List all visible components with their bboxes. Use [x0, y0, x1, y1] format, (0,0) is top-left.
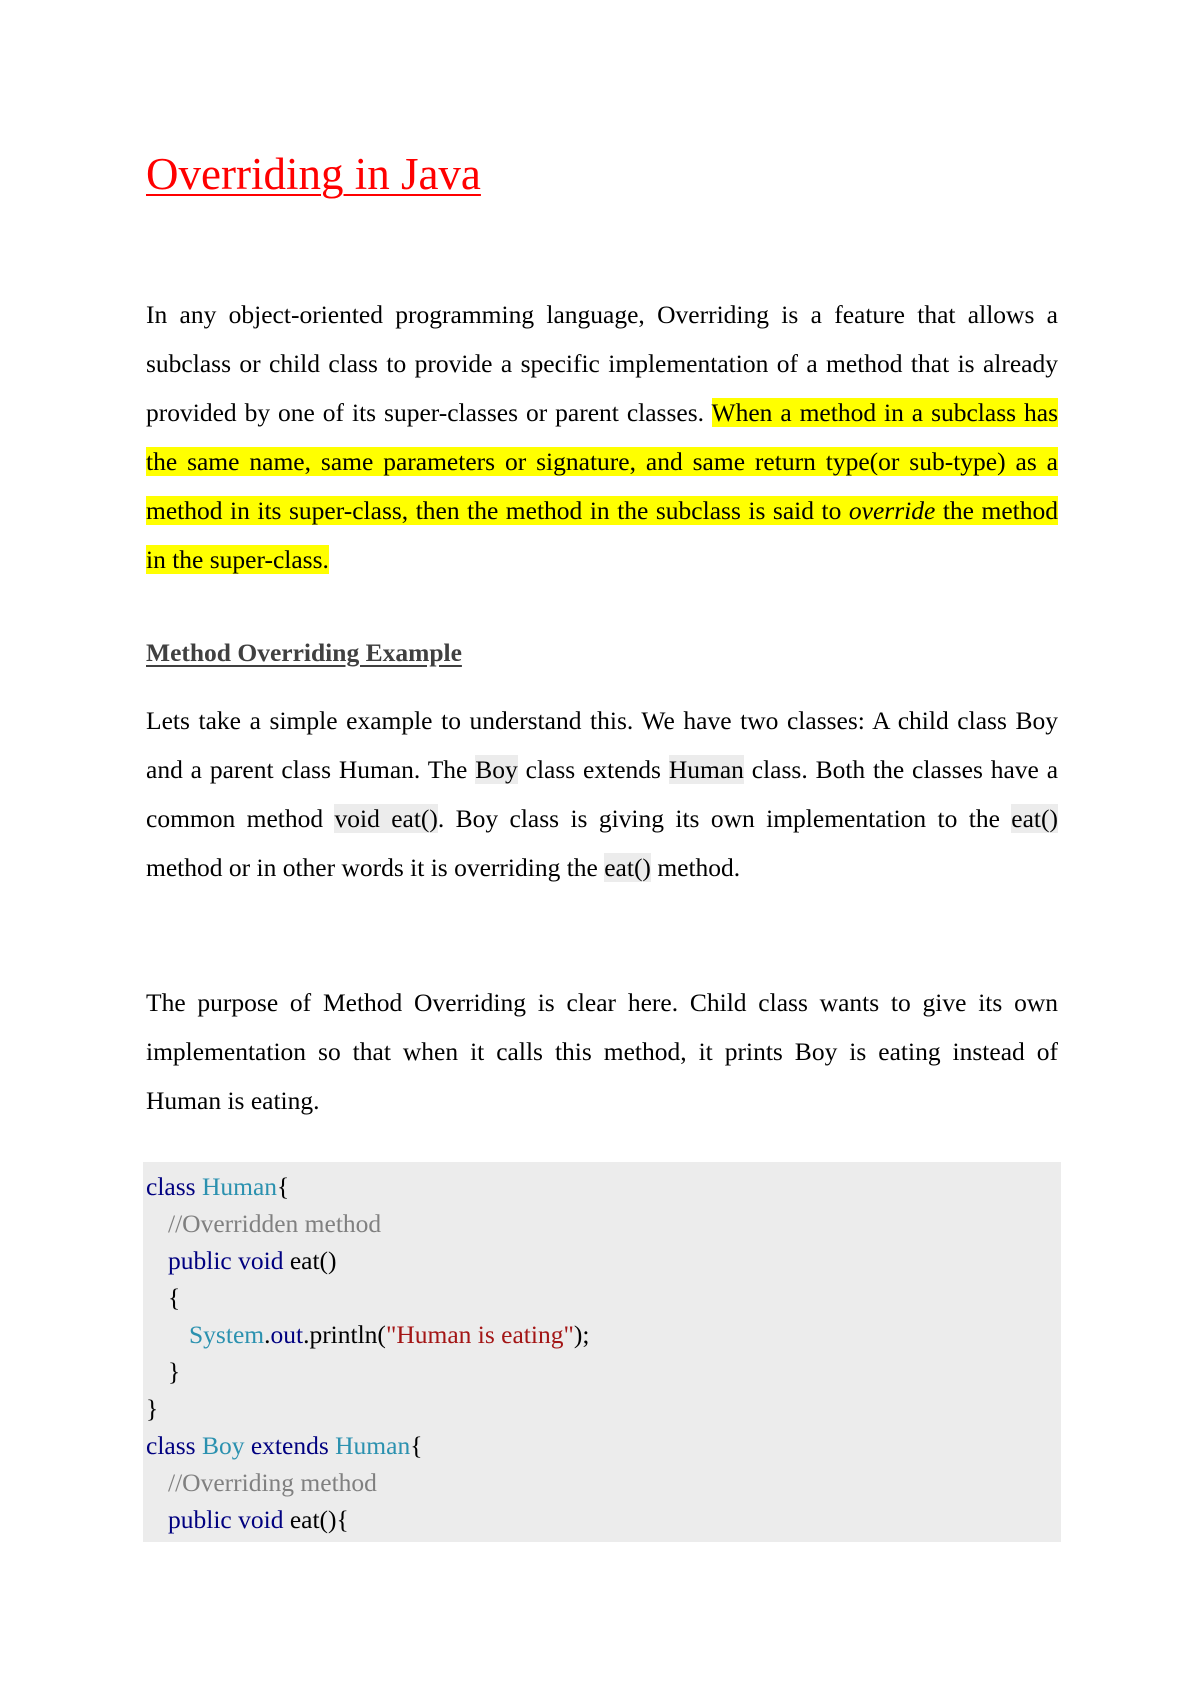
- code-brace: {: [410, 1431, 423, 1460]
- code-class-name: System: [189, 1320, 265, 1349]
- code-line-9: [168, 1468, 377, 1498]
- code-line-10: [168, 1505, 349, 1535]
- example-text-6: method.: [657, 853, 741, 882]
- code-block: [143, 1162, 1061, 1542]
- code-line-8: [146, 1431, 422, 1461]
- code-end: );: [573, 1320, 590, 1349]
- code-line-4: [168, 1283, 180, 1313]
- inline-code-boy: Boy: [475, 755, 518, 784]
- code-line-1: [146, 1172, 289, 1202]
- code-comment: //Overridden method: [168, 1209, 382, 1238]
- inline-code-human: Human: [668, 755, 744, 784]
- example-text-3: class. Both the classes have a common method: [146, 755, 1059, 833]
- example-text-2: class extends: [525, 755, 661, 784]
- purpose-paragraph: The purpose of Method Overriding is clear here. Child class wants to give its own implementation so that when it calls this method, it prints Boy is eating instead of Human is eating.: [146, 988, 1058, 1115]
- inline-code-eat-2: eat(): [604, 853, 651, 882]
- inline-code-eat-1: eat(): [1011, 804, 1059, 833]
- code-method: eat(){: [289, 1505, 349, 1534]
- code-brace: }: [146, 1394, 159, 1423]
- code-comment: //Overriding method: [168, 1468, 377, 1497]
- example-text-5: method or in other words it is overriding the: [146, 853, 598, 882]
- code-brace: {: [277, 1172, 290, 1201]
- code-call: .println(: [303, 1320, 386, 1349]
- inline-code-void-eat: void eat(): [334, 804, 438, 833]
- code-string: "Human is eating": [385, 1320, 574, 1349]
- code-keyword: class: [146, 1172, 196, 1201]
- code-line-6: [168, 1357, 180, 1387]
- code-dot: .: [264, 1320, 271, 1349]
- code-line-7: [146, 1394, 158, 1424]
- code-class-name: Human: [335, 1431, 411, 1460]
- code-class-name: Boy: [201, 1431, 245, 1460]
- code-line-2: [168, 1209, 381, 1239]
- code-brace: {: [168, 1283, 181, 1312]
- highlight-text-start: When a method in a subclass has the same name, same parameters or signature, and same return type(or sub-type) as a method in its super-class, then the method in the subclass is said to: [146, 398, 1058, 525]
- code-keyword: public void: [168, 1505, 284, 1534]
- intro-paragraph: [146, 290, 1058, 584]
- code-keyword: extends: [250, 1431, 329, 1460]
- code-brace: }: [168, 1357, 181, 1386]
- code-class-name: Human: [201, 1172, 278, 1201]
- code-keyword: public void: [168, 1246, 284, 1275]
- code-keyword: class: [146, 1431, 196, 1460]
- code-method: eat(): [289, 1246, 337, 1275]
- example-paragraph: [146, 696, 1058, 892]
- code-line-3: [168, 1246, 337, 1276]
- code-line-5: [189, 1320, 589, 1350]
- override-emphasis: override: [848, 496, 936, 525]
- code-field: out: [270, 1320, 304, 1349]
- highlight-text-end: the method in the super-class.: [146, 496, 1059, 574]
- example-text-4: . Boy class is giving its own implementation to the: [437, 804, 1000, 833]
- section-heading: Method Overriding Example: [146, 638, 462, 667]
- example-text-1: Lets take a simple example to understand this. We have two classes: A child class Boy and a parent class Human. The: [146, 706, 1058, 784]
- intro-plain-text: In any object-oriented programming language, Overriding is a feature that allows a subclass or child class to provide a specific implementation of a method that is already provided by one of its super-classes or parent classes.: [146, 300, 1058, 427]
- document-title: Overriding in Java: [146, 149, 481, 199]
